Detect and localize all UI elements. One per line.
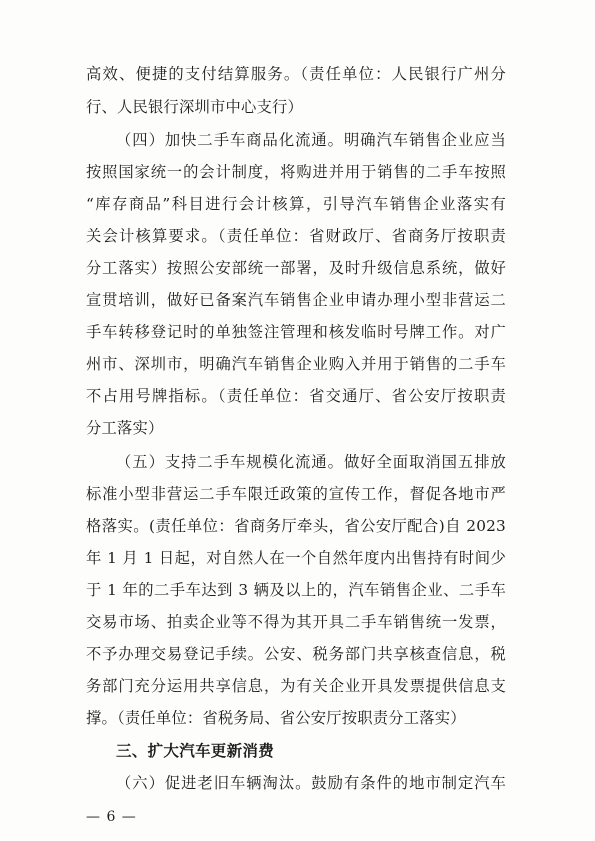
text-line: 交易市场、拍卖企业等不得为其开具二手车销售统一发票，: [86, 613, 506, 631]
section-heading: 三、扩大汽车更新消费: [116, 742, 275, 760]
text-line: 分工落实）按照公安部统一部署，及时升级信息系统，做好: [86, 259, 506, 277]
text-line: 不予办理交易登记手续。公安、税务部门共享核查信息，税: [86, 645, 506, 663]
text-line: 撑。（责任单位：省税务局、省公安厅按职责分工落实）: [86, 709, 466, 727]
text-line: 年 1 月 1 日起，对自然人在一个自然年度内出售持有时间少: [86, 549, 506, 567]
text-line: 按照国家统一的会计制度，将购进并用于销售的二手车按照: [86, 163, 506, 181]
text-line: 分工落实）: [86, 419, 164, 437]
text-line: 不占用号牌指标。（责任单位：省交通厅、省公安厅按职责: [86, 387, 506, 405]
text-line: 务部门充分运用共享信息，为有关企业开具发票提供信息支: [86, 677, 506, 695]
text-line: 关会计核算要求。（责任单位：省财政厅、省商务厅按职责: [86, 227, 506, 245]
text-line: 行、人民银行深圳市中心支行）: [86, 98, 303, 116]
text-line: 于 1 年的二手车达到 3 辆及以上的，汽车销售企业、二手车: [86, 581, 506, 599]
text-line: 州市、深圳市，明确汽车销售企业购入并用于销售的二手车: [86, 355, 506, 373]
text-line: （五）支持二手车规模化流通。做好全面取消国五排放: [116, 453, 506, 471]
text-line: 高效、便捷的支付结算服务。（责任单位：人民银行广州分: [86, 65, 506, 83]
text-line: 手车转移登记时的单独签注管理和核发临时号牌工作。对广: [86, 323, 506, 341]
text-line: （六）促进老旧车辆淘汰。鼓励有条件的地市制定汽车: [116, 774, 506, 792]
text-line: 标准小型非营运二手车限迁政策的宣传工作，督促各地市严: [86, 485, 506, 503]
text-line: “库存商品”科目进行会计核算，引导汽车销售企业落实有: [86, 195, 506, 213]
text-line: （四）加快二手车商品化流通。明确汽车销售企业应当: [116, 131, 506, 149]
text-line: 格落实。(责任单位：省商务厅牵头，省公安厅配合)自 2023: [86, 517, 506, 535]
text-line: 宣贯培训，做好已备案汽车销售企业申请办理小型非营运二: [86, 291, 506, 309]
page-number: — 6 —: [86, 809, 137, 825]
